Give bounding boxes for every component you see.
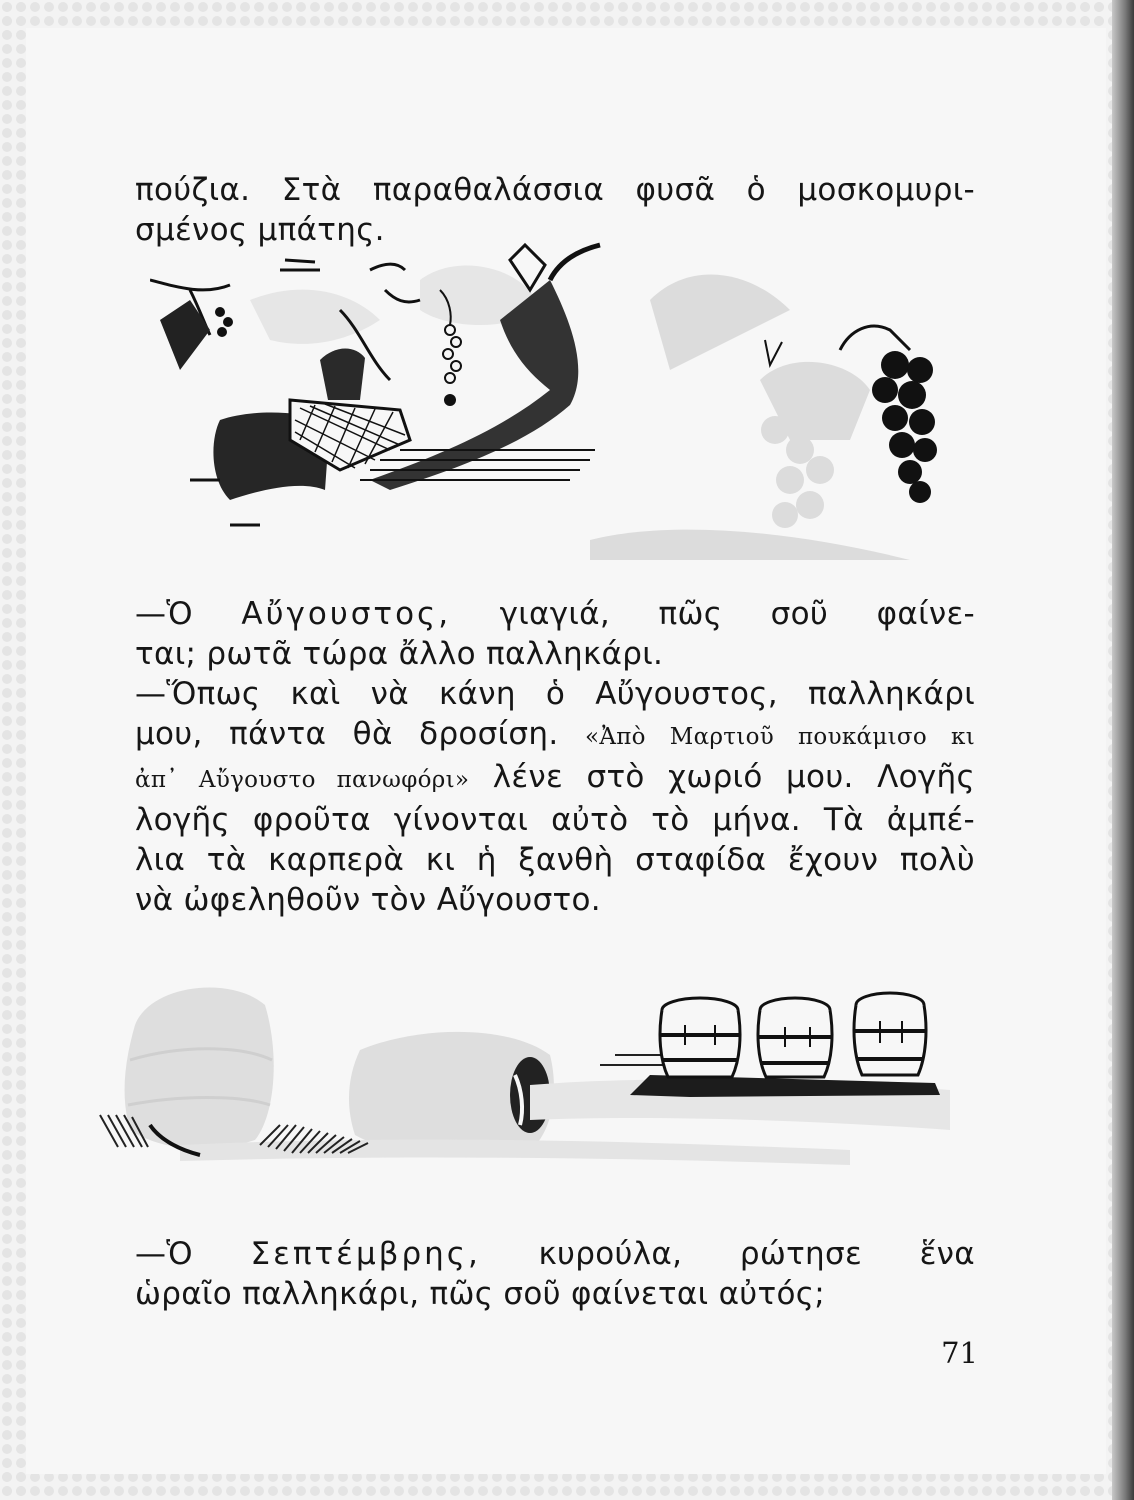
- text-fragment: γιαγιά, πῶς σοῦ φαίνε-: [499, 596, 976, 632]
- text-fragment: λένε στὸ χωριό μου. Λογῆς: [492, 759, 975, 795]
- book-spine: [1112, 0, 1134, 1500]
- proverb-quote: ἀπ᾿ Αὔγουστο πανωφόρι»: [135, 767, 470, 793]
- text-fragment: κυρούλα, ρώτησε ἕνα: [538, 1236, 976, 1272]
- barrels-illustration: [90, 965, 990, 1180]
- page-number: 71: [941, 1336, 978, 1370]
- text-line: ται; ρωτᾶ τώρα ἄλλο παλληκάρι.: [135, 636, 664, 672]
- small-barrel: [660, 998, 740, 1077]
- text-line: νὰ ὠφεληθοῦν τὸν Αὔγουστο.: [135, 882, 601, 918]
- text-line: [135, 714, 975, 757]
- month-name: Σεπτέμβρης,: [250, 1236, 481, 1272]
- dark-grape-bunch: [872, 351, 937, 503]
- text-line: [135, 594, 975, 634]
- dialogue-dash: —Ὁ: [135, 1236, 193, 1272]
- small-barrel: [854, 993, 926, 1075]
- faded-vine-leaves: [250, 266, 540, 344]
- vineyard-illustration: [150, 240, 1050, 580]
- person-head: [320, 348, 365, 400]
- small-barrel: [758, 998, 832, 1077]
- text-line: ὡραῖο παλληκάρι, πῶς σοῦ φαίνεται αὐτός;: [135, 1276, 826, 1312]
- text-fragment: μου, πάντα θὰ δροσίση.: [135, 716, 559, 752]
- dialogue-dash: —Ὁ: [135, 596, 193, 632]
- paragraph-top: [135, 170, 975, 250]
- grape-stem: [840, 326, 910, 350]
- small-grapes-left: [215, 307, 233, 337]
- text-line: λογῆς φροῦτα γίνονται αὐτὸ τὸ μήνα. Τὰ ἀμπέ-: [135, 802, 975, 838]
- dark-leaf-left: [160, 300, 210, 370]
- faded-grape-bunch: [590, 275, 910, 560]
- text-line: [135, 757, 975, 800]
- month-name: Αὔγουστος,: [241, 596, 452, 632]
- dialogue-august: [135, 594, 975, 920]
- proverb-quote: «Ἀπὸ Μαρτιοῦ πουκάμισο κι: [584, 724, 976, 750]
- faded-barrel-upright: [125, 988, 274, 1149]
- text-line: πούζια. Στὰ παραθαλάσσια φυσᾶ ὁ μοσκομυρι-: [135, 172, 975, 208]
- text-line: σμένος μπάτης.: [135, 212, 385, 248]
- dialogue-september: [135, 1234, 975, 1314]
- bird-marks: [280, 260, 320, 270]
- text-line: λια τὰ καρπερὰ κι ἡ ξανθὴ σταφίδα ἔχουν πολὺ: [135, 842, 975, 878]
- text-line: [135, 1234, 975, 1274]
- text-line: —Ὅπως καὶ νὰ κάνη ὁ Αὔγουστος, παλληκάρι: [135, 676, 975, 712]
